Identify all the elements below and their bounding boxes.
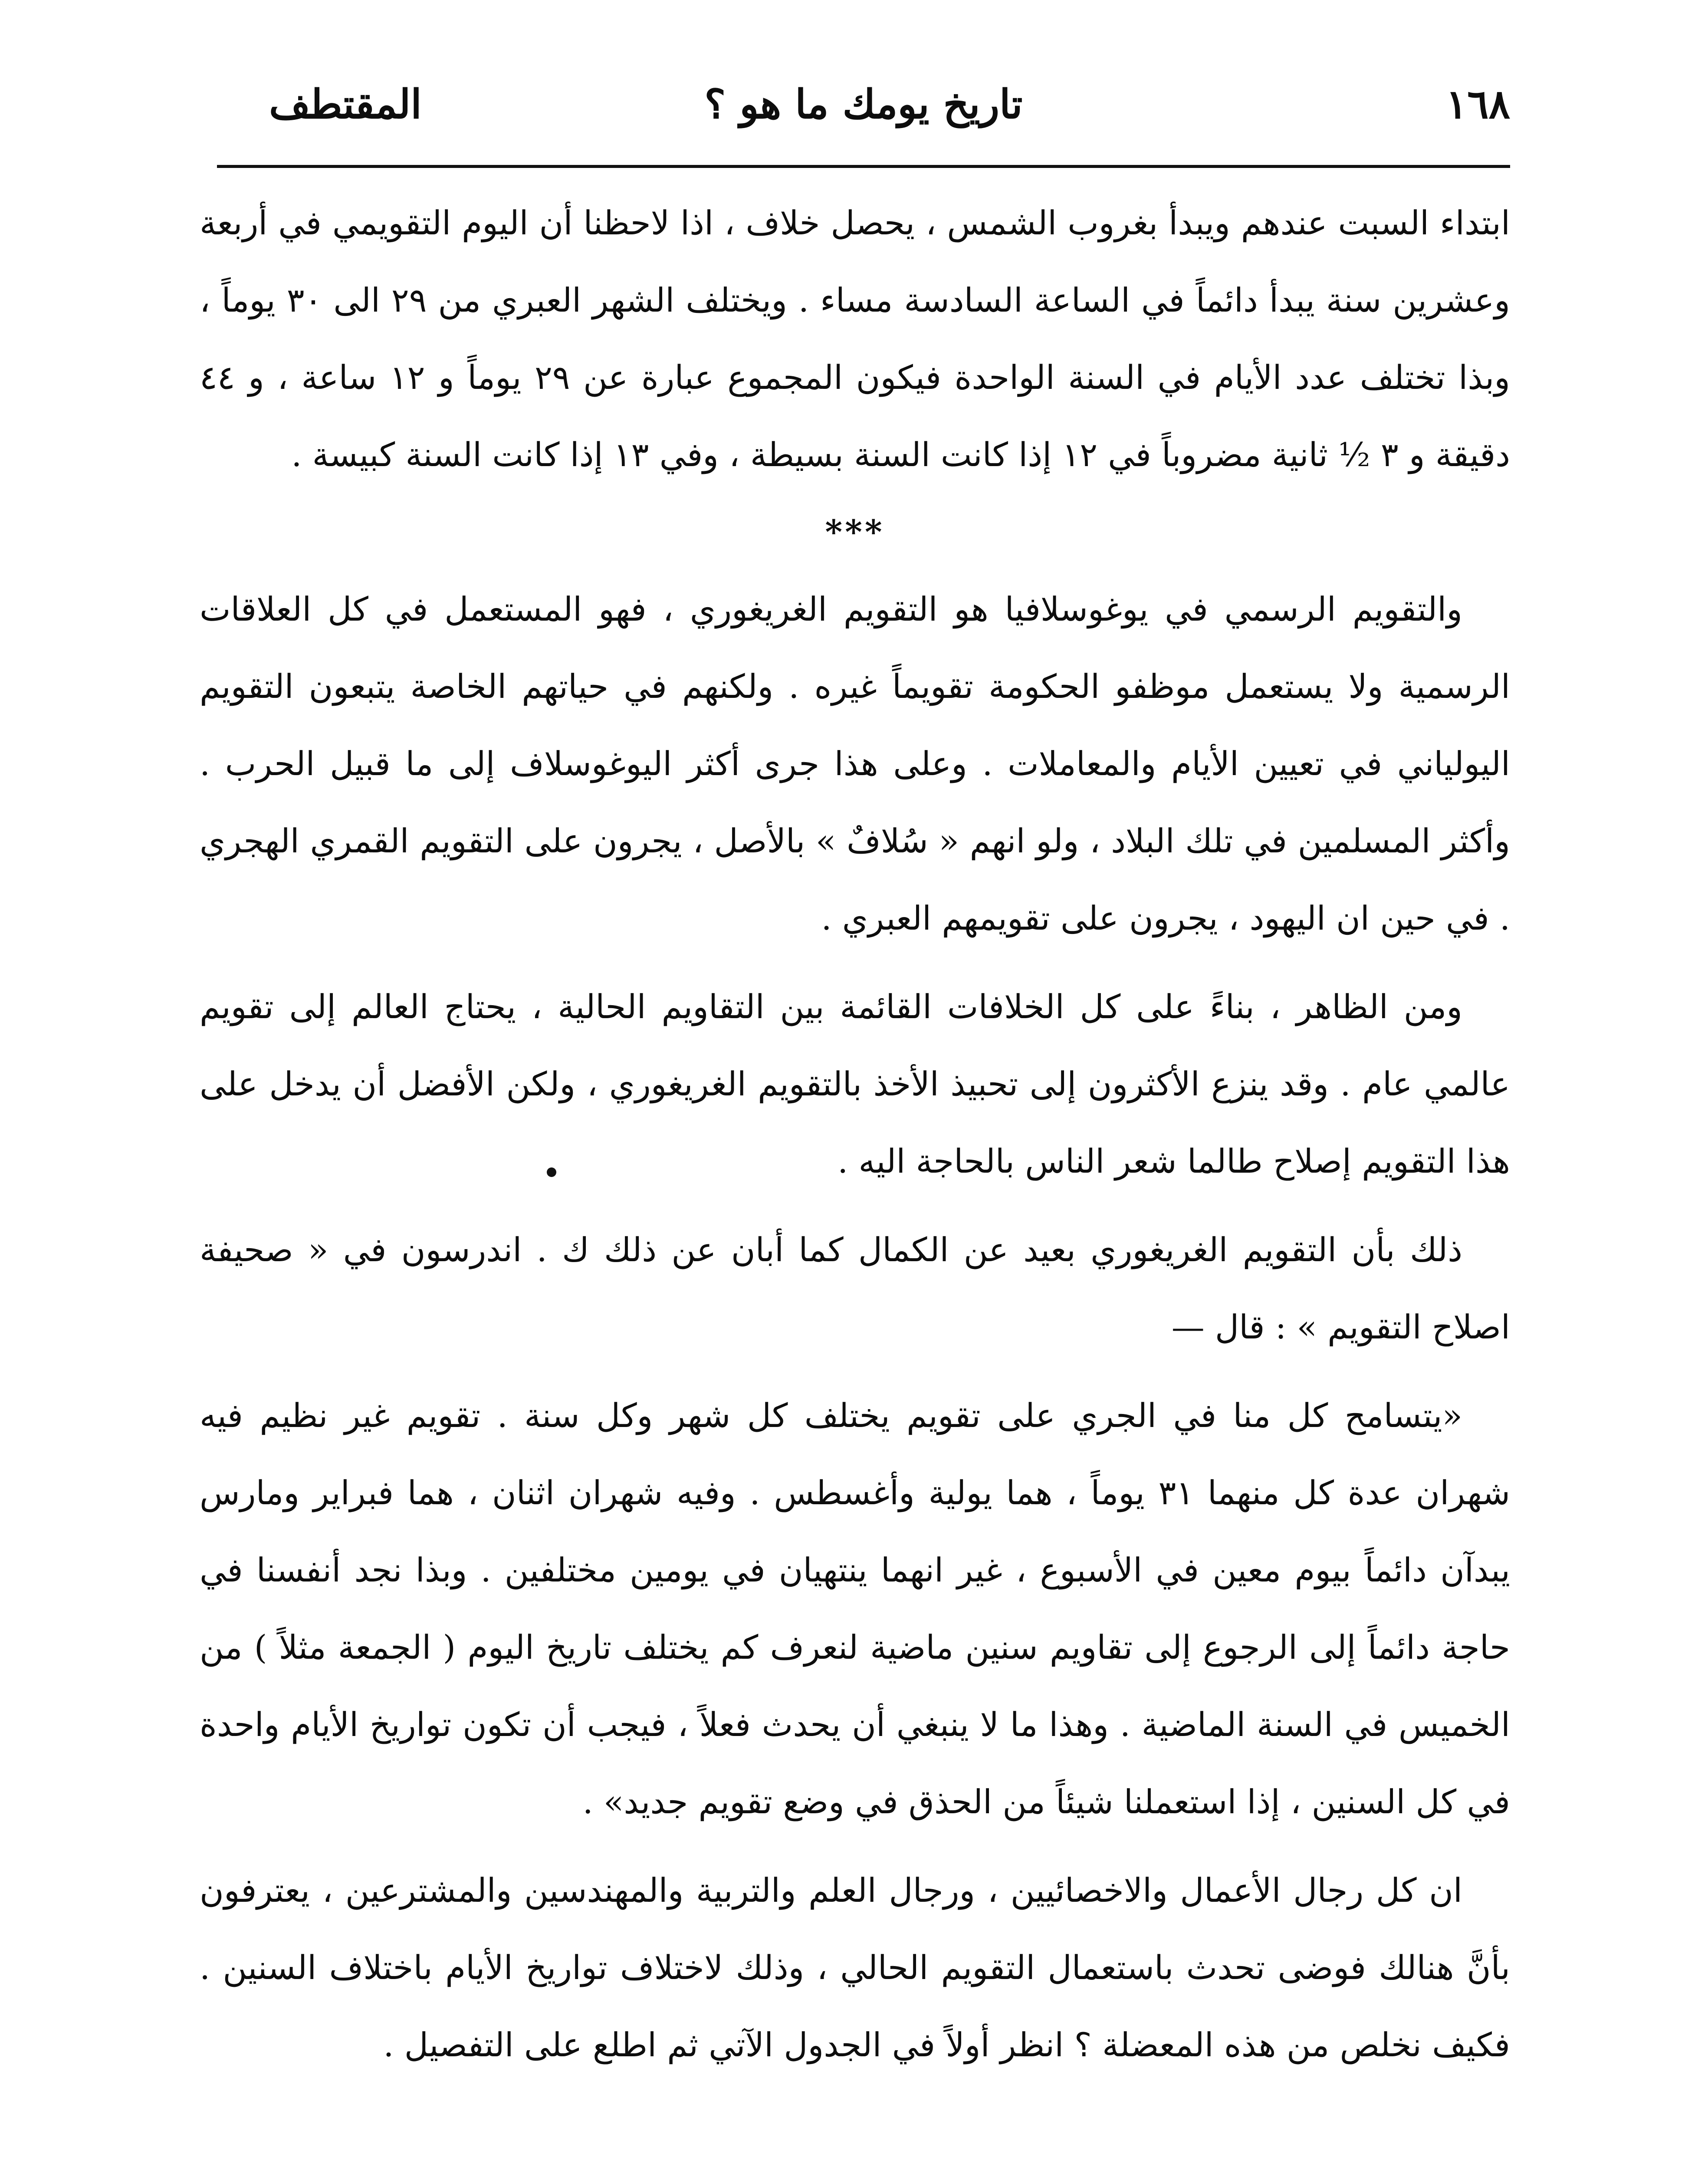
- paragraph-anderson: ذلك بأن التقويم الغريغوري بعيد عن الكمال كما أبان عن ذلك ك . اندرسون في « صحيفة اصلاح التقويم » : قال —: [200, 1230, 1510, 1346]
- section-separator: ***: [825, 513, 885, 551]
- paragraph-official-calendar: والتقويم الرسمي في يوغوسلافيا هو التقويم الغريغوري ، فهو المستعمل في كل العلاقات الرسمية ولا يستعمل موظفو الحكومة تقويماً غيره . ولكنهم في حياتهم الخاصة يتبعون التقويم اليولياني في تعيين الأيام والمعاملات . وعلى هذا جرى أكثر اليوغوسلاف إلى ما قبيل الحرب . وأكثر المسلمين في تلك البلاد ، ولو انهم « سُلافٌ » بالأصل ، يجرون على التقويم القمري الهجري . في حين ان اليهود ، يجرون على تقويمهم العبري .: [200, 590, 1510, 937]
- paragraph-world-calendar: ومن الظاهر ، بناءً على كل الخلافات القائمة بين التقاويم الحالية ، يحتاج العالم إلى تقويم عالمي عام . وقد ينزع الأكثرون إلى تحبيذ الأخذ بالتقويم الغريغوري ، ولكن الأفضل أن يدخل على هذا التقويم إصلاح طالما شعر الناس بالحاجة اليه .: [200, 987, 1510, 1180]
- paragraph-quotation: «يتسامح كل منا في الجري على تقويم يختلف كل شهر وكل سنة . تقويم غير نظيم فيه شهران عدة كل منهما ٣١ يوماً ، هما يولية وأغسطس . وفيه شهران اثنان ، هما فبراير ومارس يبدآن دائماً بيوم معين في الأسبوع ، غير انهما ينتهيان في يومين مختلفين . وبذا نجد أنفسنا في حاجة دائماً إلى الرجوع إلى تقاويم سنين ماضية لنعرف كم يختلف تاريخ اليوم ( الجمعة مثلاً ) من الخميس في السنة الماضية . وهذا ما لا ينبغي أن يحدث فعلاً ، فيجب أن تكون تواريخ الأيام واحدة في كل السنين ، إذا استعملنا شيئاً من الحذق في وضع تقويم جديد» .: [200, 1396, 1510, 1821]
- page-header: [217, 74, 1510, 143]
- ink-dot: [547, 1167, 556, 1177]
- header-rule: [217, 165, 1510, 168]
- paragraph-conclusion: ان كل رجال الأعمال والاخصائيين ، ورجال العلم والتربية والمهندسين والمشترعين ، يعترفون بأنَّ هنالك فوضى تحدث باستعمال التقويم الحالي ، وذلك لاختلاف تواريخ الأيام باختلاف السنين . فكيف نخلص من هذه المعضلة ؟ انظر أولاً في الجدول الآتي ثم اطلع على التفصيل .: [200, 1871, 1510, 2064]
- journal-name: المقتطف: [269, 81, 422, 128]
- article-body: [200, 184, 1510, 2084]
- page-number: ١٦٨: [1445, 81, 1510, 128]
- paragraph-continuation: ابتداء السبت عندهم ويبدأ بغروب الشمس ، يحصل خلاف ، اذا لاحظنا أن اليوم التقويمي في أربعة وعشرين سنة يبدأ دائماً في الساعة السادسة مساء . ويختلف الشهر العبري من ٢٩ الى ٣٠ يوماً ، وبذا تختلف عدد الأيام في السنة الواحدة فيكون المجموع عبارة عن ٢٩ يوماً و ١٢ ساعة ، و ٤٤ دقيقة و ٣ ½ ثانية مضروباً في ١٢ إذا كانت السنة بسيطة ، وفي ١٣ إذا كانت السنة كبيسة .: [200, 204, 1511, 474]
- running-title: تاريخ يومك ما هو ؟: [704, 81, 1023, 128]
